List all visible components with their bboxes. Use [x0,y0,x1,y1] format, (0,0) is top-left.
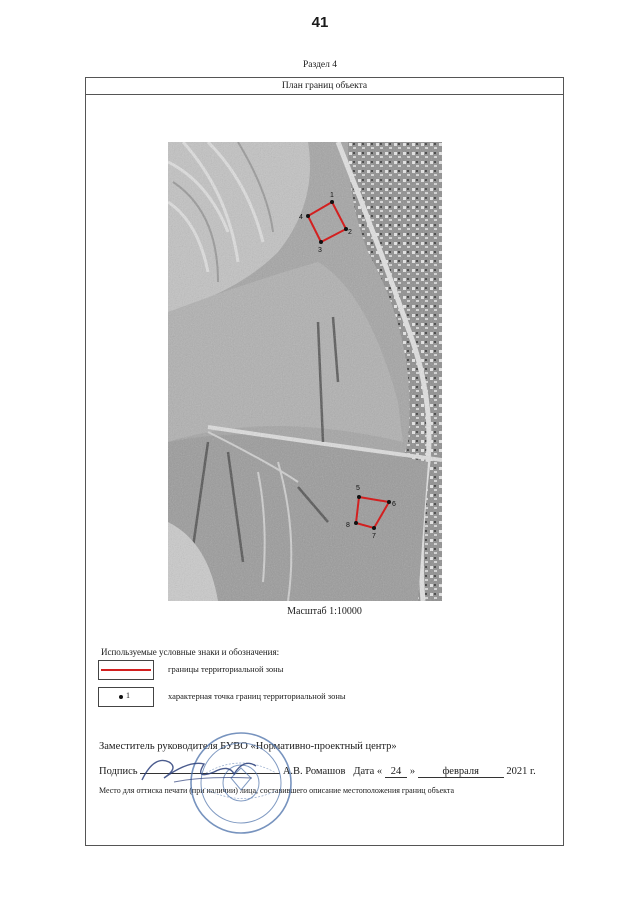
date-prefix: Дата « [353,766,383,777]
signatory-name: А.В. Ромашов [282,766,346,777]
point-icon [119,695,123,699]
date-year: 2021 г. [506,766,536,777]
legend-item-boundary [98,660,538,680]
legend-title: Используемые условные знаки и обозначения: [101,647,280,657]
page-number: 41 [311,14,329,31]
date-month: февраля [418,766,504,778]
point-label-7: 7 [372,533,376,540]
date-day: 24 [385,766,408,778]
red-line-icon [101,669,151,671]
signatory-position: Заместитель руководителя БУВО «Нормативно-проектный центр» [99,741,397,752]
date-day-suffix: » [409,766,416,777]
map-scale: Масштаб 1:10000 [287,606,362,617]
legend-symbol-red-line [98,660,154,680]
sign-prefix: Подпись [99,766,138,777]
point-label-6: 6 [392,501,396,508]
legend-symbol-point [98,687,154,707]
point-label-3: 3 [318,247,322,254]
point-label-5: 5 [356,485,360,492]
section-label: Раздел 4 [303,60,337,70]
point-label-8: 8 [346,522,350,529]
legend-point-number: 1 [126,691,130,700]
legend-text-boundary: границы территориальной зоны [168,664,284,674]
frame-header: План границ объекта [86,78,563,95]
stamp-note: Место для оттиска печати (при наличии) лица, составившего описание местоположения границ объекта [99,786,455,795]
boundary-plan-frame [85,77,564,846]
aerial-map [168,142,442,601]
legend-text-point: характерная точка границ территориальной зоны [168,691,346,701]
point-label-4: 4 [299,214,303,221]
legend-item-point [98,687,538,707]
point-label-1: 1 [330,192,334,199]
handwritten-signature [134,750,264,790]
point-label-2: 2 [348,229,352,236]
